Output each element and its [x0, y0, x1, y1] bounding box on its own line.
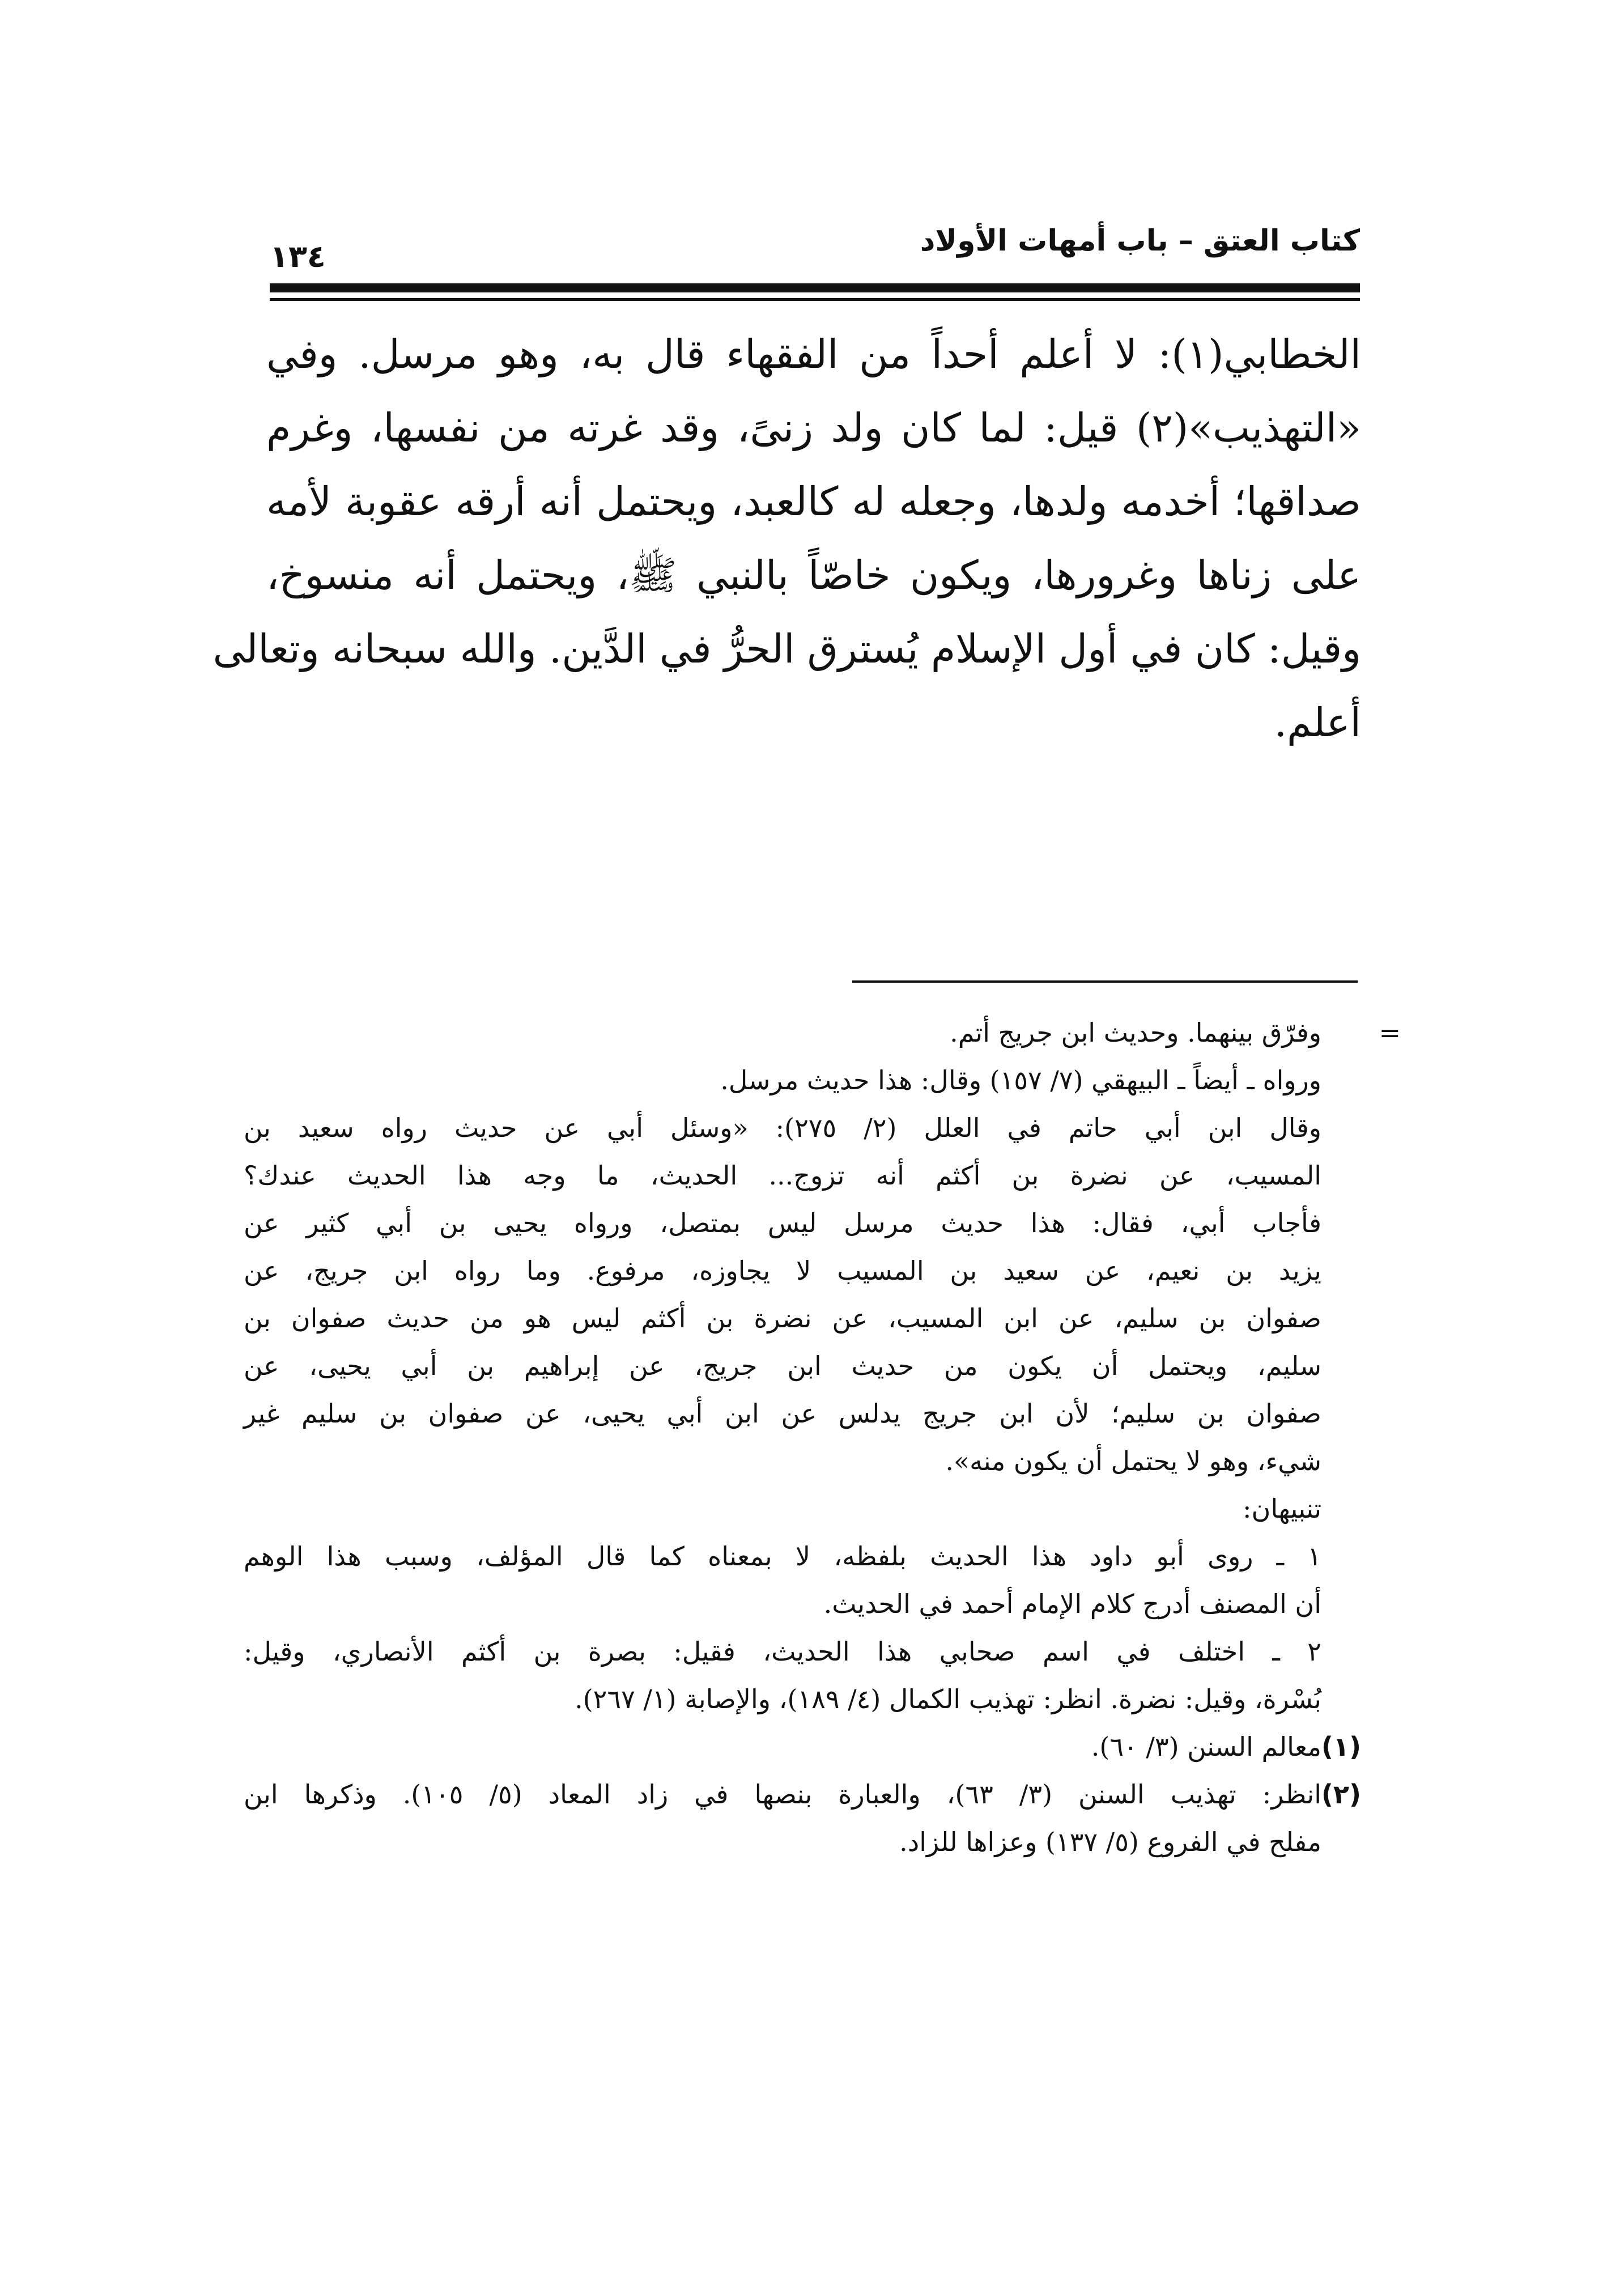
main-text — [212, 317, 1361, 759]
footnote-text: معالم السنن (٣/ ٦٠). — [1091, 1731, 1321, 1762]
footnote-line: فأجاب أبي، فقال: هذا حديث مرسل ليس بمتصل، ورواه يحيى بن أبي كثير عن — [244, 1208, 1321, 1238]
footnote-number: (٢) — [1321, 1779, 1361, 1810]
footnote-separator — [852, 980, 1358, 983]
page-number: ١٣٤ — [270, 239, 326, 274]
footnote-line: ورواه ـ أيضاً ـ البيهقي (٧/ ١٥٧) وقال: هذا حديث مرسل. — [720, 1065, 1321, 1095]
footnote-line: مفلح في الفروع (٥/ ١٣٧) وعزاها للزاد. — [899, 1827, 1321, 1857]
running-header — [270, 215, 1360, 278]
chapter-title: كتاب العتق – باب أمهات الأولاد — [920, 224, 1360, 258]
footnote-line: بُسْرة، وقيل: نضرة. انظر: تهذيب الكمال (٤/ ١٨٩)، والإصابة (١/ ٢٦٧). — [575, 1684, 1321, 1714]
footnote-line: تنبيهان: — [1243, 1493, 1321, 1524]
main-line: صداقها؛ أخدمه ولدها، وجعله له كالعبد، ويحتمل أنه أرقه عقوبة لأمه — [266, 478, 1361, 525]
footnote-continuation — [244, 1009, 1401, 1723]
footnote-line — [244, 1770, 1361, 1818]
footnote-line: وفرّق بينهما. وحديث ابن جريج أتم. — [950, 1017, 1321, 1048]
footnote-2 — [244, 1770, 1361, 1866]
footnote-line: ١ ـ روى أبو داود هذا الحديث بلفظه، لا بمعناه كما قال المؤلف، وسبب هذا الوهم — [244, 1541, 1321, 1572]
main-line: أعلم. — [1274, 699, 1361, 746]
footnote-line: صفوان بن سليم؛ لأن ابن جريج يدلس عن ابن أبي يحيى، عن صفوان بن سليم غير — [244, 1398, 1321, 1429]
footnote-number: (١) — [1321, 1731, 1361, 1762]
header-rule-thin — [270, 298, 1360, 301]
footnote-line: صفوان بن سليم، عن ابن المسيب، عن نضرة بن أكثم ليس هو من حديث صفوان بن — [244, 1303, 1321, 1334]
footnote-line — [244, 1723, 1361, 1770]
continuation-mark: = — [1379, 1017, 1401, 1048]
header-rule — [270, 283, 1360, 292]
main-line: «التهذيب»(٢) قيل: لما كان ولد زنىً، وقد غرته من نفسها، وغرم — [266, 405, 1361, 451]
main-line: على زناها وغرورها، ويكون خاصّاً بالنبي ﷺ، ويحتمل أنه منسوخ، — [266, 552, 1361, 598]
footnote-line: شيء، وهو لا يحتمل أن يكون منه». — [945, 1446, 1321, 1476]
footnote-line: ٢ ـ اختلف في اسم صحابي هذا الحديث، فقيل: بصرة بن أكثم الأنصاري، وقيل: — [244, 1636, 1321, 1667]
footnote-line: أن المصنف أدرج كلام الإمام أحمد في الحديث. — [823, 1589, 1321, 1619]
main-line: وقيل: كان في أول الإسلام يُسترق الحرُّ في الدَّين. والله سبحانه وتعالى — [212, 626, 1361, 672]
footnote-text: انظر: تهذيب السنن (٣/ ٦٣)، والعبارة بنصها في زاد المعاد (٥/ ١٠٥). وذكرها ابن — [244, 1779, 1321, 1810]
footnote-line: وقال ابن أبي حاتم في العلل (٢/ ٢٧٥): «وسئل أبي عن حديث رواه سعيد بن — [244, 1112, 1321, 1143]
footnote-line: يزيد بن نعيم، عن سعيد بن المسيب لا يجاوزه، مرفوع. وما رواه ابن جريج، عن — [244, 1255, 1321, 1286]
footnote-1 — [244, 1723, 1361, 1770]
footnote-line: المسيب، عن نضرة بن أكثم أنه تزوج... الحديث، ما وجه هذا الحديث عندك؟ — [244, 1160, 1321, 1191]
footnotes — [244, 1009, 1401, 1866]
main-line: الخطابي(١): لا أعلم أحداً من الفقهاء قال به، وهو مرسل. وفي — [266, 331, 1361, 377]
footnote-line: سليم، ويحتمل أن يكون من حديث ابن جريج، عن إبراهيم بن أبي يحيى، عن — [244, 1351, 1321, 1381]
